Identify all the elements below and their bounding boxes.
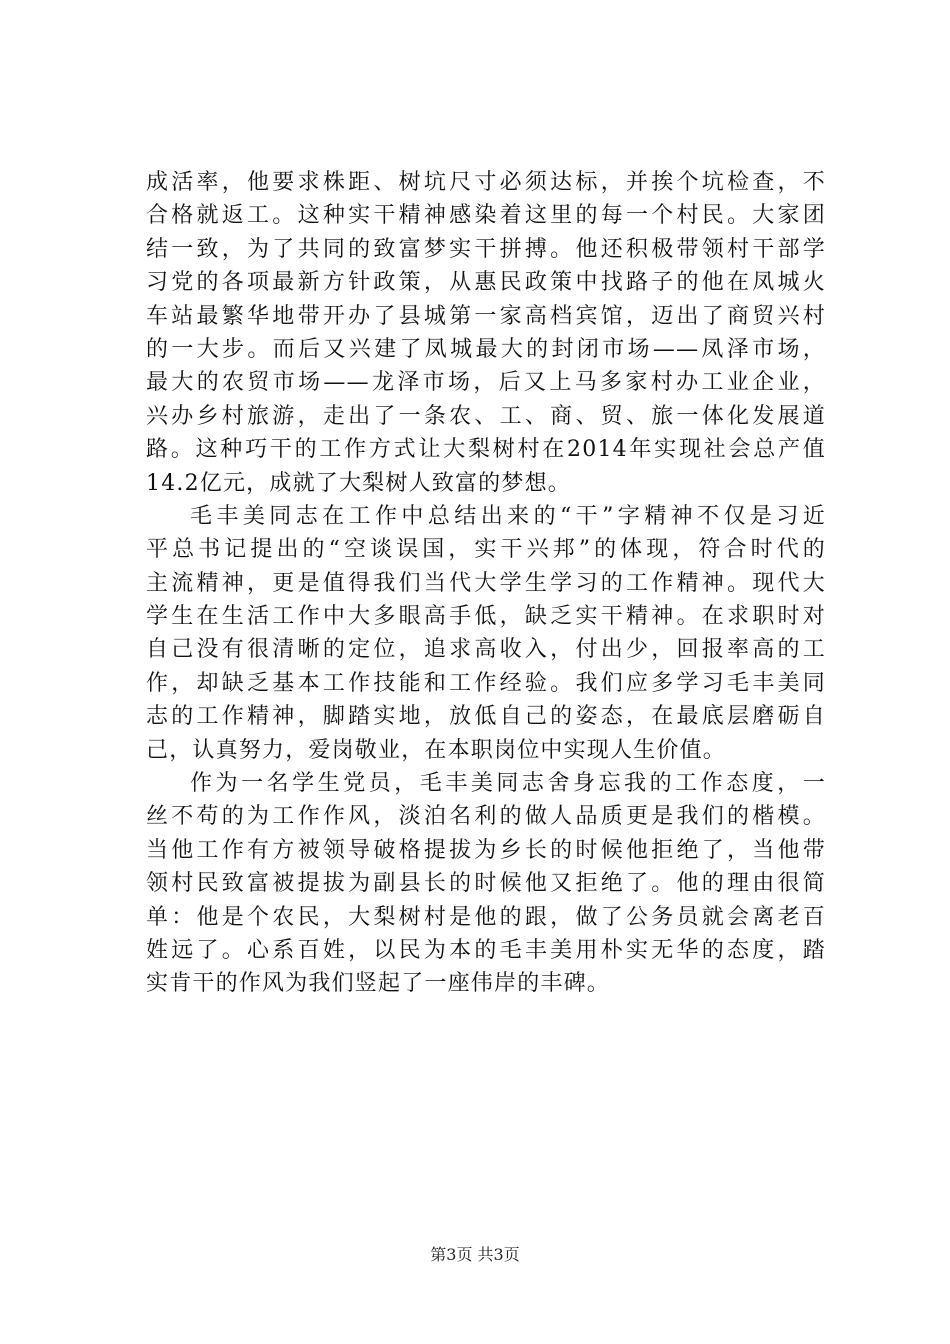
text-line: 成活率，他要求株距、树坑尺寸必须达标，并挨个坑检查，不 xyxy=(146,170,826,195)
text-line: 14.2亿元，成就了大梨树人致富的梦想。 xyxy=(146,470,571,496)
text-line: 自己没有很清晰的定位，追求高收入，付出少，回报率高的工 xyxy=(146,637,826,663)
text-line: 车站最繁华地带开办了县城第一家高档宾馆，迈出了商贸兴村 xyxy=(146,303,826,329)
text-line: 结一致，为了共同的致富梦实干拼搏。他还积极带领村干部学 xyxy=(146,236,826,262)
page-number: 第3页 共3页 xyxy=(430,1245,520,1264)
paragraph-first-line: 作为一名学生党员，毛丰美同志舍身忘我的工作态度，一 xyxy=(190,771,826,797)
text-line: 合格就返工。这种实干精神感染着这里的每一个村民。大家团 xyxy=(146,203,826,229)
text-line: 路。这种巧干的工作方式让大梨树村在2014年实现社会总产值 xyxy=(146,437,826,463)
text-line: 姓远了。心系百姓，以民为本的毛丰美用朴实无华的态度，踏 xyxy=(146,937,826,963)
text-line: 实肯干的作风为我们竖起了一座伟岸的丰碑。 xyxy=(146,971,611,997)
text-line: 平总书记提出的“空谈误国，实干兴邦”的体现，符合时代的 xyxy=(146,537,826,563)
text-line: 作，却缺乏基本工作技能和工作经验。我们应多学习毛丰美同 xyxy=(146,670,826,696)
text-line: 学生在生活工作中大多眼高手低，缺乏实干精神。在求职时对 xyxy=(146,604,826,630)
text-line: 单：他是个农民，大梨树村是他的跟，做了公务员就会离老百 xyxy=(146,904,826,930)
text-line: 习党的各项最新方针政策，从惠民政策中找路子的他在凤城火 xyxy=(146,270,826,296)
text-line: 主流精神，更是值得我们当代大学生学习的工作精神。现代大 xyxy=(146,570,826,596)
body-text xyxy=(146,166,826,1001)
text-line: 志的工作精神，脚踏实地，放低自己的姿态，在最底层磨砺自 xyxy=(146,704,826,730)
text-line: 当他工作有方被领导破格提拔为乡长的时候他拒绝了，当他带 xyxy=(146,837,826,863)
text-line: 领村民致富被提拔为副县长的时候他又拒绝了。他的理由很简 xyxy=(146,871,826,897)
text-line: 兴办乡村旅游，走出了一条农、工、商、贸、旅一体化发展道 xyxy=(146,403,826,429)
paragraph-first-line: 毛丰美同志在工作中总结出来的“干”字精神不仅是习近 xyxy=(190,503,826,529)
text-line: 丝不苟的为工作作风，淡泊名利的做人品质更是我们的楷模。 xyxy=(146,804,826,830)
text-line: 己，认真努力，爱岗敬业，在本职岗位中实现人生价值。 xyxy=(146,737,727,763)
text-line: 最大的农贸市场——龙泽市场，后又上马多家村办工业企业， xyxy=(146,370,826,396)
text-line: 的一大步。而后又兴建了凤城最大的封闭市场——凤泽市场， xyxy=(146,336,826,362)
